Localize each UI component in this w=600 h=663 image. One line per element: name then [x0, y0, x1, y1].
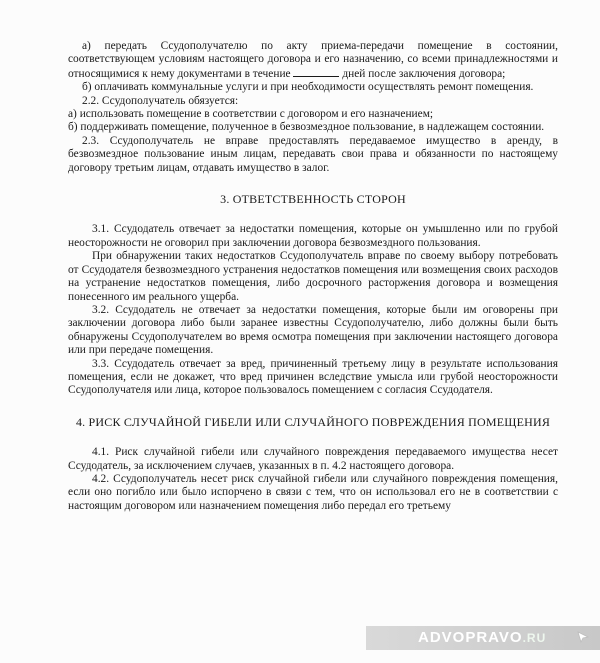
paragraph-4-2: 4.2. Ссудополучатель несет риск случайной гибели или случайного повреждения помещения, если оно погибло или было испорчено в связи с тем, что он использовал его не в соответствии с настоящим договором или назначением помещения либо передал его третьему [68, 472, 558, 512]
paragraph-3-1: 3.1. Ссудодатель отвечает за недостатки помещения, которые он умышленно или по грубой неосторожности не оговорил при заключении договора безвозмездного пользования. [68, 223, 558, 249]
paragraph-3-3: 3.3. Ссудодатель отвечает за вред, причиненный третьему лицу в результате использования помещения, если не докажет, что вред причинен вследствие умысла или грубой неосторожности Ссудополучателя или лица, которое пользовалось помещением с согласия Ссудодателя. [68, 357, 558, 397]
paragraph-3-1-cont: При обнаружении таких недостатков Ссудополучатель вправе по своему выбору потребовать от Ссудодателя безвозмездного устранения недостатков помещения или возмещения своих расходов на устранение недостатков помещения, либо досрочного расторжения договора и возмещения понесенного им реального ущерба. [68, 250, 558, 303]
paragraph-2-3: 2.3. Ссудополучатель не вправе предоставлять передаваемое имущество в аренду, в безвозмездное пользование иным лицам, передавать свои права и обязанности по настоящему договору третьим лицам, отдавать имущество в залог. [68, 134, 558, 174]
watermark-banner [366, 626, 600, 650]
paragraph-2-1a [68, 40, 558, 81]
paragraph-2-1a-text: а) передать Ссудополучателю по акту приема-передачи помещение в состоянии, соответствующем условиям настоящего договора и его назначению, со всеми принадлежностями и относящимися к нему документами в течение [68, 40, 558, 80]
section-4-heading: 4. РИСК СЛУЧАЙНОЙ ГИБЕЛИ ИЛИ СЛУЧАЙНОГО ПОВРЕЖДЕНИЯ ПОМЕЩЕНИЯ [75, 414, 551, 429]
paragraph-2-1b: б) оплачивать коммунальные услуги и при необходимости осуществлять ремонт помещения. [82, 81, 534, 94]
paragraph-3-2: 3.2. Ссудодатель не отвечает за недостатки помещения, которые были им оговорены при заключении договора либо были заранее известны Ссудополучателю, либо должны были быть обнаружены Ссудополучателем во время осмотра помещения при заключении настоящего договора или при передаче помещения. [68, 303, 558, 357]
blank-days-line [293, 67, 339, 77]
cursor-arrow-icon [576, 630, 590, 644]
watermark-tld: .RU [522, 631, 547, 645]
paragraph-4-1: 4.1. Риск случайной гибели или случайного повреждения передаваемого имущества несет Ссудодатель, за исключением случаев, указанных в п. 4.2 настоящего договора. [68, 446, 558, 472]
section-3-heading: 3. ОТВЕТСТВЕННОСТЬ СТОРОН [220, 192, 406, 207]
paragraph-2-2a: а) использовать помещение в соответствии с договором и его назначением; [68, 108, 434, 121]
watermark-name: ADVOPRAVO [418, 629, 523, 646]
paragraph-2-2: 2.2. Ссудополучатель обязуется: [82, 94, 239, 107]
document-page [68, 40, 558, 513]
paragraph-2-2b: б) поддерживать помещение, полученное в безвозмездное пользование, в надлежащем состоянии. [68, 121, 545, 134]
paragraph-2-1a-tail: дней после заключения договора; [342, 67, 506, 80]
